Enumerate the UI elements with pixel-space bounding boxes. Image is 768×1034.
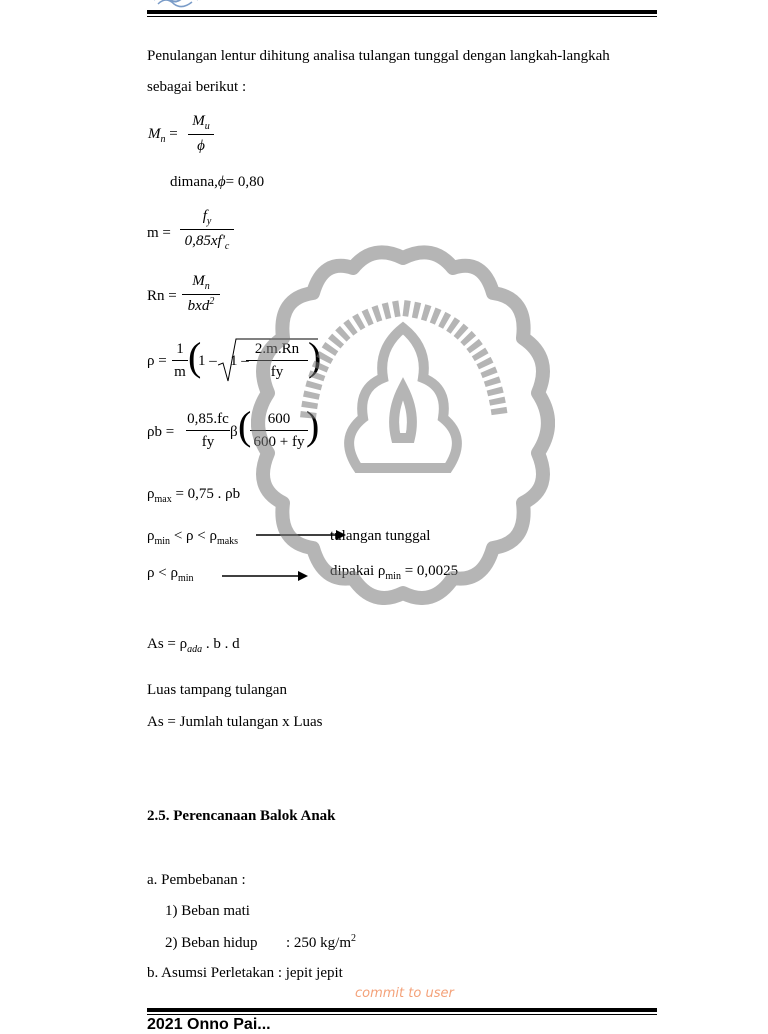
formula-rhob-paren-right: ) <box>306 403 320 448</box>
formula-rho-one2: 1 – <box>230 353 249 369</box>
formula-mn-lhs: $M_n$ = <box>148 126 178 145</box>
formula-as: $As = \rho_{ada}$ . b . d <box>147 636 240 655</box>
formula-rn-fraction: $M_n$ bxd$^2$ <box>182 272 220 317</box>
footer-rule-thin <box>147 1014 657 1015</box>
formula-rhob-lhs: ρb = <box>147 424 175 440</box>
formula-rn-lhs: Rn = <box>147 288 177 304</box>
footer-text: 2021 Onno Pai... <box>147 1016 271 1033</box>
commit-watermark-text: commit to user <box>355 986 454 1001</box>
formula-dimana: dimana,ϕ= 0,80 <box>170 174 265 190</box>
formula-rho-one: 1 – <box>198 353 217 369</box>
formula-rho-fraction-1: 1 m <box>172 340 188 381</box>
intro-line-2: sebagai berikut : <box>147 79 247 95</box>
formula-cond2-result: dipakai $\rho_{min} = 0,0025$ <box>330 563 459 582</box>
formula-rhob-fraction-2: 600 600 + fy <box>250 410 308 451</box>
formula-rho-fraction-2: 2.m.Rn fy <box>246 340 308 381</box>
formula-rho-paren-right: ) <box>308 334 322 379</box>
formula-rhob-fraction-1: 0,85.fc fy <box>187 411 229 450</box>
header-rule-thick <box>147 10 657 14</box>
formula-rhob-paren-left: ( <box>238 403 252 448</box>
university-logo-icon <box>150 0 202 10</box>
formula-rhomax: $\rho_{max} = 0,75$ . ρb <box>147 486 241 505</box>
loads-item-1: 1) Beban mati <box>165 903 250 919</box>
section-title: 2.5. Perencanaan Balok Anak <box>147 808 336 824</box>
luas-line-1: Luas tampang tulangan <box>147 682 287 698</box>
formula-rho-lhs: ρ = <box>147 353 167 369</box>
loads-asumsi: b. Asumsi Perletakan : jepit jepit <box>147 965 343 981</box>
formula-rhob-beta: β <box>230 424 238 440</box>
footer-rule-thick <box>147 1008 657 1012</box>
formula-cond2: $\rho < \rho_{min}$ <box>147 565 194 584</box>
formula-cond1-result: tulangan tunggal <box>330 528 431 544</box>
arrow-right-icon <box>222 570 308 582</box>
loads-item-2-label: 2) Beban hidup <box>165 935 258 951</box>
formula-m-fraction: $f_y$ $0,85xf'_c$ <box>180 207 234 252</box>
intro-line-1: Penulangan lentur dihitung analisa tulangan tunggal dengan langkah-langkah <box>147 48 610 64</box>
header-rule-thin <box>147 16 657 17</box>
loads-title: a. Pembebanan : <box>147 872 246 888</box>
formula-m-lhs: m = <box>147 225 171 241</box>
luas-line-2: As = Jumlah tulangan x Luas <box>147 714 323 730</box>
loads-item-2-value: : 250 $kg/m^2$ <box>286 933 357 951</box>
formula-rho-paren-left: ( <box>188 334 202 379</box>
formula-mn-fraction: $M_u$ ϕ <box>188 112 214 155</box>
formula-cond1: $\rho_{min} < \rho < \rho_{maks}$ <box>147 528 239 547</box>
